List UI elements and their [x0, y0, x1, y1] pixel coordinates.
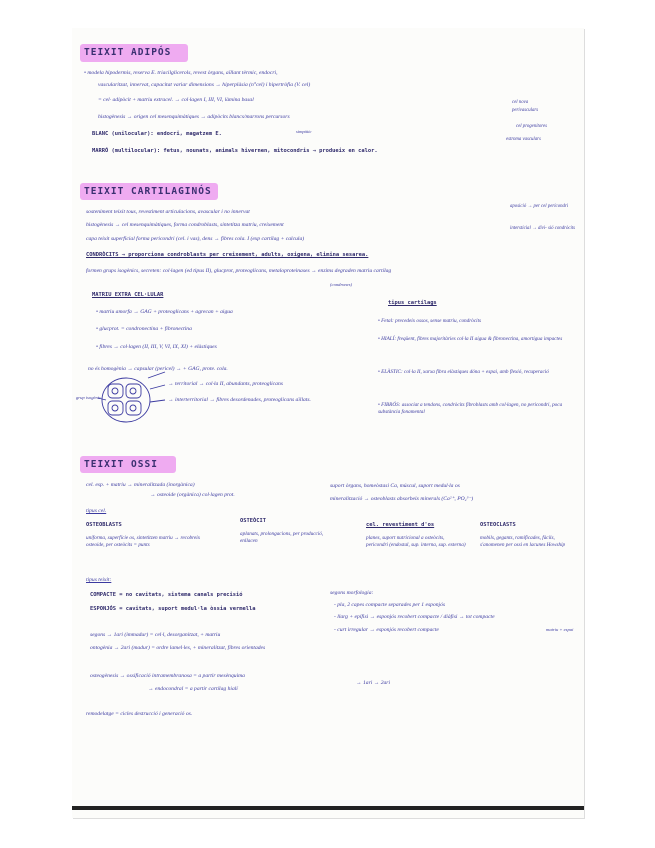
- morfologia-title: segons morfologia:: [330, 590, 374, 596]
- adipos-simpatic-note: simpàtic: [296, 129, 312, 134]
- adipos-line-marro: MARRÓ (multilocular): fetus, nounats, animals hivernen, mitocondris → produeix en calor.: [92, 148, 378, 154]
- segons-line-2: ontogènia → 2ari (madur) = ordre lamel·les, + mineralitzat, fibres orientades: [90, 645, 266, 651]
- cart-line-3: capa teixit superficial forma pericondri (cel. i vas), dens → fibres cola. I (exp cartílag + calcula): [86, 236, 305, 242]
- morfologia-curt: - curt irregular → esponjós recobert compacte: [334, 627, 439, 633]
- matriu-line-2: • glucprot. = condronectina + fibronectina: [96, 326, 192, 332]
- remodelatge-line: remodelatge = cicles destrucció i generació os.: [86, 711, 193, 717]
- ossificacio-line-2: → endocondral = a partir cartílag hialí: [148, 686, 238, 692]
- matriu-line-3: • fibres → col·lagen (II, III, V, VI, IX, XI) + elàstiques: [96, 344, 217, 350]
- teixit-compacte: COMPACTE = no cavitats, sistema canals precisió: [90, 592, 243, 598]
- grup-isogenic-label: grup isogènic: [76, 395, 102, 400]
- ossi-line-4: mineralització → osteoblasts absorbeix minerals (Ca²⁺, PO₄³⁻): [330, 496, 474, 502]
- heading-ossi: TEIXIT OSSI: [84, 459, 158, 470]
- cart-line-1: sosteniment teixit tous, revestiment articulacions, avascular i no innervat: [86, 209, 250, 215]
- adipos-side-note-4: estroma vasculars: [506, 137, 541, 142]
- morfologia-llarg: - llarg + epífisi → esponjós recobert compacte / diàfisi → tot compacte: [334, 614, 495, 620]
- heading-adipos: TEIXIT ADIPÓS: [84, 47, 172, 58]
- cart-line-2: histogènesis → cel mesenquimàtiques, forma condroblasts, sintetitza matriu, creixement: [86, 222, 284, 228]
- cell-osteoblasts-desc: uniforma, superfície os, sintetitzen matriu → recobreix osteoide, per osteòcits = punts: [86, 535, 201, 548]
- adipos-line-2: vascularitzat, innervat, capacitat variar dimensions → hiperplàsia (n°cel) i hipertròfia (V. cel): [98, 82, 311, 88]
- cell-osteoblasts-name: OSTEOBLASTS: [86, 522, 122, 528]
- ossi-line-2: → osteoide (orgànica) col·lagen prot.: [150, 492, 235, 498]
- ossi-line-3: suport òrgans, homeòstasi Ca, múscul, suport medul·la os: [330, 483, 460, 489]
- homogenia-line-3: → interterritorial → fibres desordenades, proteoglicans aïllats.: [168, 397, 311, 403]
- tipus-teixit-label: tipus teixit:: [86, 577, 112, 583]
- cart-side-note-2: intersticial → divi- sió condròcits: [510, 226, 576, 231]
- morfologia-pla: - pla, 2 capes compacte separades per 1 esponjós: [334, 602, 446, 608]
- cell-osteoclasts-desc: mobils, gegants, ramificades, fàcils, s'anomenen per ossi en lacunes Howship: [480, 535, 566, 548]
- tipus-fetal: • Fetal: precedeix ossos, sense matriu, condròcits: [378, 318, 482, 324]
- ossi-side-note: matriu + espai: [546, 627, 574, 632]
- tipus-cel-label: tipus cel.: [86, 508, 107, 514]
- cell-osteocit-desc: aplanats, prolongacions, per producció, enllacen: [240, 531, 324, 544]
- matriu-title: MATRIU EXTRA CEL·LULAR: [92, 292, 164, 298]
- cell-osteoclasts-name: OSTEOCLASTS: [480, 522, 516, 528]
- adipos-line-4: histogènesis → origen cel mesenquimàtiques → adipòcits blancs/marrons percursors: [98, 114, 290, 120]
- matriu-line-1: • matriu amorfa → GAG + proteoglicans + agrecan + aigua: [96, 309, 233, 315]
- adipos-line-1: • modela hipodermis, reserva E. triacilglicerols, revest òrgans, aïllant tèrmic, endocri,: [84, 70, 278, 76]
- adipos-side-note-3: cel progenitores: [516, 124, 547, 129]
- cart-line-5: formen grups isogènics, secreten: col·lagen (ed tipus II), glucprot, proteoglicans, metaloproteinases → enzims degraden matriu cartílag: [86, 268, 392, 274]
- homogenia-line-1: no és homogènia → capsular (pericel) → + GAG, prote. cola.: [88, 366, 228, 372]
- homogenia-line-2: → territorial → col·la II, abundants, proteoglicans: [168, 381, 283, 387]
- tipus-fibros: • FIBRÓS: associat a tendons, condròcits fibroblasts amb col·lagen, no pericondri, poca substància fonamental: [378, 402, 563, 415]
- cart-side-note-3: (condrones): [330, 282, 353, 287]
- segons-line-1: segons → 1ari (immadur) = cel·l, desorganitzat, + matriu: [90, 632, 221, 638]
- tipus-cartilags-title: tipus cartílags: [388, 300, 437, 306]
- heading-cartilaginos: TEIXIT CARTILAGINÓS: [84, 186, 212, 197]
- cart-condrocits-line: CONDRÒCITS → proporciona condroblasts per creixement, adults, oxigena, elimina sesarea.: [86, 252, 369, 258]
- adipos-line-3: = cel· adipòcit + matriu extracel. → col·lagen I, III, VI, làmina basal: [98, 97, 254, 103]
- ossi-line-1: cel. esp. + matriu → mineralitzada (inorgànica): [86, 482, 195, 488]
- cell-revestiment-name: cel. revestiment d'os: [366, 522, 435, 528]
- cell-revestiment-desc: planes, suport nutricional a osteòcits, pericondri (endostal, sup. interna, sup. externa): [366, 535, 466, 548]
- teixit-esponjos: ESPONJÓS = cavitats, suport medul·la òssia vermella: [90, 606, 256, 612]
- tipus-hiali: • HIALÍ: freqüent, fibres majoritàries col·la II aigua & fibronectina, amortigua impactes: [378, 336, 563, 342]
- cell-osteocit-name: OSTEÒCIT: [240, 518, 266, 524]
- ossificacio-line-1: osteogènesis → ossificació intramembranosa = a partir mesènquima: [90, 673, 245, 679]
- tipus-elastic: • ELÀSTIC: col·la II, xarxa fibra elàstiques dóna + espai, amb flexió, recuperació: [378, 369, 549, 375]
- adipos-line-blanc: BLANC (unilocular): endocri, magatzem E.: [92, 131, 222, 137]
- adipos-side-note-2: perivasculars: [512, 108, 539, 113]
- ossificacio-line-3: → 1ari → 2ari: [356, 680, 391, 686]
- cart-side-note-1: aposició → per cel pericondri: [510, 204, 569, 209]
- adipos-side-note-1: cel nova: [512, 100, 529, 105]
